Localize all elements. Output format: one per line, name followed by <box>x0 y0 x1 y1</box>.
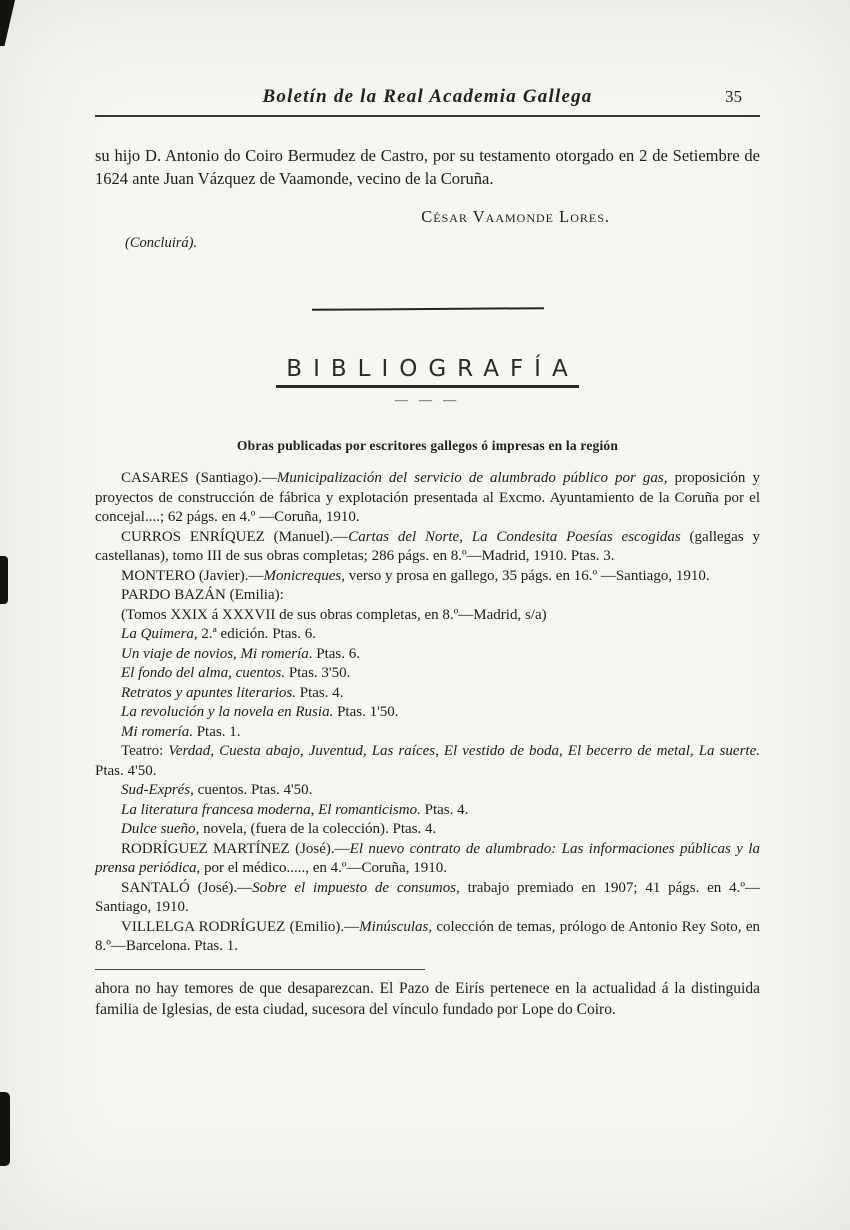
bibliography-paragraph <box>95 840 760 879</box>
bibliography-paragraph <box>95 645 760 665</box>
bibliography-paragraph <box>95 586 760 606</box>
entry-text: PARDO BAZÁN (Emilia): <box>121 587 284 603</box>
entry-text: MONTERO (Javier).— <box>121 567 264 584</box>
bibliography-paragraph <box>95 918 760 957</box>
entry-text: , 2.ª edición. Ptas. 6. <box>193 626 316 642</box>
bibliography-title-wrap <box>95 356 760 388</box>
bibliography-paragraph <box>95 567 760 587</box>
work-title-text: Municipalización del servicio de alumbrado público por gas <box>276 470 664 486</box>
entry-text: CASARES (Santiago).— <box>121 470 277 486</box>
work-title-text: Sud-Exprés <box>121 782 191 798</box>
work-title-text: Dulce sueño <box>121 821 196 837</box>
entry-text: , novela, (fuera de la colección). Ptas. 4. <box>195 821 437 837</box>
entry-text: , por el médico....., en 4.º—Coruña, 1910. <box>196 860 447 876</box>
entry-text: (Tomos XXIX á XXXVII de sus obras completas, en 8.º—Madrid, s/a) <box>121 606 547 623</box>
bibliography-paragraph <box>95 469 760 528</box>
work-title-text: La Quimera <box>121 626 194 642</box>
bibliography-paragraph <box>95 703 760 723</box>
scan-artifact <box>0 1092 10 1166</box>
scan-artifact <box>0 556 8 604</box>
work-title-text: El fondo del alma, cuentos. <box>121 665 286 681</box>
entry-text: Ptas. 3'50. <box>285 665 351 681</box>
page-number: 35 <box>725 87 742 106</box>
entry-text: , cuentos. Ptas. 4'50. <box>190 782 313 798</box>
bibliography-paragraph <box>95 801 760 821</box>
work-title-text: Monicreques <box>263 567 342 584</box>
footnote: ahora no hay temores de que desaparezcan. El Pazo de Eirís pertenece en la actualidad á la distinguida familia de Iglesias, de esta ciudad, sucesora del vínculo fundado por Lope do Coiro. <box>95 979 760 1018</box>
work-title-text: Verdad, Cuesta abajo, Juventud, Las raíces, El vestido de boda, El becerro de metal, La suerte. <box>168 743 761 759</box>
journal-title: Boletín de la Real Academia Gallega <box>262 86 593 107</box>
work-title-text: Cartas del Norte, La Condesita Poesías escogidas <box>348 528 681 545</box>
bibliography-paragraph <box>95 664 760 684</box>
bibliography-paragraph <box>95 820 760 840</box>
entry-text: Ptas. 4'50. <box>95 762 157 779</box>
bibliography-paragraph <box>95 684 760 704</box>
bibliography-title: BIBLIOGRAFÍA <box>276 356 578 388</box>
entry-text: RODRÍGUEZ MARTÍNEZ (José).— <box>121 840 350 857</box>
scan-artifact <box>0 0 15 46</box>
bibliography-paragraph <box>95 625 760 645</box>
entry-text: Ptas. 4. <box>296 684 344 701</box>
entry-text: , proposición y proyectos de construcción de fábrica y explotación presentada al Excmo. Ayuntamiento de la Coruña por el concejal....; 62 págs. en 4.º —Coruña, 1910. <box>95 470 760 525</box>
work-title-text: El nuevo contrato de alumbrado: Las informaciones públicas y la prensa periódica <box>95 840 760 876</box>
entry-text: Teatro: <box>121 743 169 759</box>
bibliography-subtitle: Obras publicadas por escritores gallegos ó impresas en la región <box>236 438 619 453</box>
entry-text: VILLELGA RODRÍGUEZ (Emilio).— <box>121 918 360 935</box>
entry-text: , verso y prosa en gallego, 35 págs. en 16.º —Santiago, 1910. <box>341 567 710 584</box>
bibliography-entries <box>95 469 760 957</box>
bibliography-paragraph <box>95 742 760 781</box>
bibliography-paragraph <box>95 528 760 567</box>
entry-text: Ptas. 1. <box>192 723 241 740</box>
bibliography-paragraph <box>95 781 760 801</box>
work-title-text: Minúsculas <box>359 918 429 935</box>
signature: César Vaamonde Lores. <box>421 207 610 226</box>
work-title-text: Retratos y apuntes literarios. <box>121 684 296 701</box>
entry-text: , trabajo premiado en 1907; 41 págs. en 4.º—Santiago, 1910. <box>95 879 760 915</box>
footnote-rule <box>95 969 425 970</box>
work-title-text: Sobre el impuesto de consumos <box>252 879 457 896</box>
title-dashes: — — — <box>394 392 461 407</box>
intro-paragraph: su hijo D. Antonio do Coiro Bermudez de Castro, por su testamento otorgado en 2 de Setiembre de 1624 ante Juan Vázquez de Vaamonde, vecino de la Coruña. <box>95 146 760 188</box>
work-title-text: La literatura francesa moderna, El romanticismo. <box>121 801 421 818</box>
continuation-note: (Concluirá). <box>125 235 198 251</box>
work-title-text: Un viaje de novios, Mi romería <box>121 645 309 662</box>
entry-text: , colección de temas, prólogo de Antonio Rey Soto, en 8.º—Barcelona. Ptas. 1. <box>95 918 760 954</box>
entry-text: SANTALÓ (José).— <box>121 879 253 896</box>
header-rule <box>95 115 760 117</box>
work-title-text: Mi romería. <box>121 723 193 740</box>
page-header <box>95 86 760 108</box>
bibliography-paragraph <box>95 606 760 626</box>
entry-text: Ptas. 4. <box>420 801 469 818</box>
work-title-text: La revolución y la novela en Rusia. <box>121 704 334 720</box>
entry-text: CURROS ENRÍQUEZ (Manuel).— <box>121 528 349 545</box>
bibliography-paragraph <box>95 723 760 743</box>
entry-text: . Ptas. 6. <box>308 645 361 662</box>
bibliography-paragraph <box>95 879 760 918</box>
entry-text: Ptas. 1'50. <box>333 704 399 720</box>
entry-text: (gallegas y castellanas), tomo III de sus obras completas; 286 págs. en 8.º—Madrid, 1910. Ptas. 3. <box>95 528 760 564</box>
section-divider <box>311 307 543 311</box>
